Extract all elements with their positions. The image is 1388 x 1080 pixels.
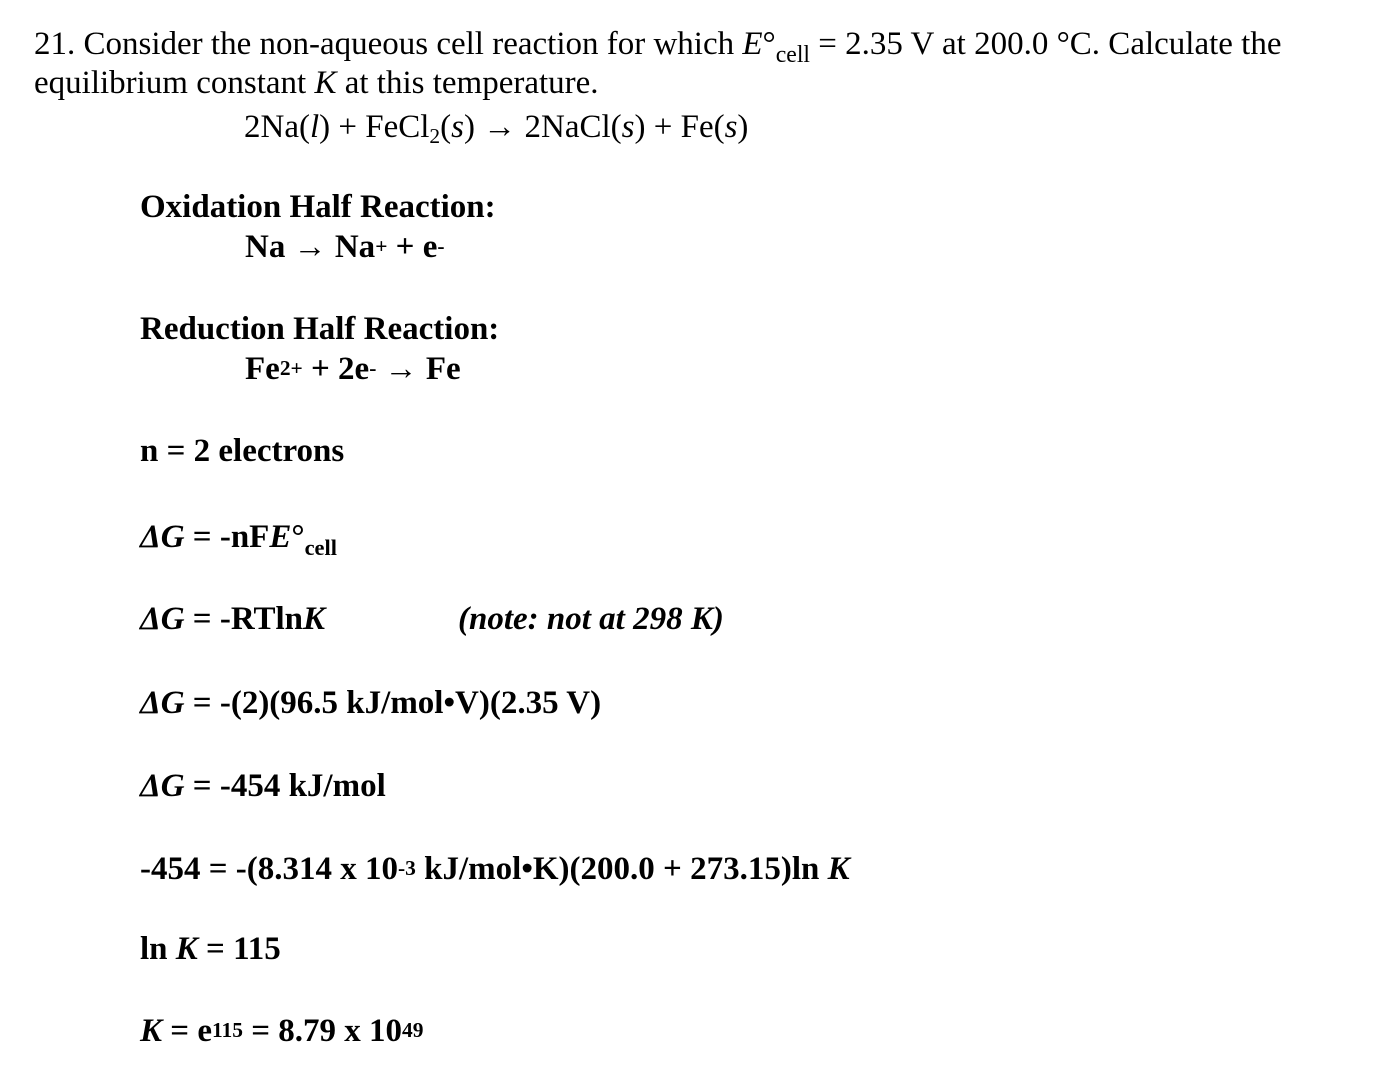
oxidation-heading: Oxidation Half Reaction: (140, 189, 496, 225)
oxidation-equation (245, 231, 445, 264)
k-result (140, 1015, 423, 1048)
cell-subscript: cell (775, 41, 811, 68)
eq-part: = 115 (197, 931, 281, 967)
eq-part: kJ/mol•K)(200.0 + 273.15)ln (415, 851, 828, 887)
reaction-state: s (451, 109, 464, 145)
gibbs-equation-2 (140, 603, 325, 636)
arrow-icon: → (483, 109, 517, 145)
reaction-state: s (724, 109, 738, 145)
eq-part: = 8.79 x 10 (242, 1013, 403, 1049)
delta-g: ΔG (140, 685, 185, 721)
eq-part: Na (326, 229, 376, 265)
delta-g: ΔG (140, 601, 185, 637)
rt-ln-k-equation (140, 853, 850, 886)
degree-symbol: ° (291, 519, 305, 555)
cell-reaction-equation (244, 109, 749, 149)
question-text-part: = 2.35 V at 200.0 °C. Calculate the (810, 26, 1282, 62)
symbol-K: K (314, 65, 337, 101)
symbol-K: K (175, 931, 198, 967)
eq-part: Fe (417, 351, 461, 387)
eq-part: = e (162, 1013, 212, 1049)
question-text-part: equilibrium constant (34, 65, 315, 101)
question-line-1 (34, 26, 1282, 68)
reaction-part: 2NaCl( (516, 109, 622, 145)
question-text-part: at this temperature. (336, 65, 599, 101)
symbol-E: E (742, 26, 763, 62)
subscript: 2 (429, 124, 441, 149)
reaction-part: ) (737, 109, 749, 145)
eq-part: = -nF (184, 519, 270, 555)
reaction-part: ) (463, 109, 484, 145)
reduction-heading: Reduction Half Reaction: (140, 311, 500, 347)
question-text-part: Consider the non-aqueous cell reaction for which (83, 26, 743, 62)
symbol-K: K (303, 601, 326, 637)
symbol-E: E (269, 519, 292, 555)
symbol-K: K (140, 1013, 163, 1049)
superscript: - (369, 355, 377, 380)
arrow-icon: → (384, 351, 418, 387)
question-number: 21. (34, 26, 76, 62)
gibbs-equation-1 (140, 519, 337, 560)
symbol-K: K (827, 851, 850, 887)
eq-part: + 2e (302, 351, 370, 387)
eq-part: ln (140, 931, 176, 967)
gibbs-equation-4 (140, 770, 386, 803)
reaction-part: ( (440, 109, 452, 145)
superscript: - (437, 233, 445, 258)
eq-part: = -454 kJ/mol (184, 768, 386, 804)
superscript: 49 (402, 1017, 424, 1042)
reaction-part: 2Na( (244, 109, 310, 145)
cell-subscript: cell (304, 534, 337, 560)
eq-part (376, 351, 384, 387)
eq-part: = -(2)(96.5 kJ/mol•V)(2.35 V) (184, 685, 602, 721)
gibbs-equation-3 (140, 687, 601, 720)
temperature-note: (note: not at 298 K) (458, 601, 724, 637)
eq-part: = -RTln (184, 601, 304, 637)
reaction-part: ) + FeCl (319, 109, 430, 145)
delta-g: ΔG (140, 519, 185, 555)
superscript: 2+ (279, 355, 303, 380)
eq-part: -454 = -(8.314 x 10 (140, 851, 399, 887)
electrons-count: n = 2 electrons (140, 433, 345, 469)
reduction-equation (245, 353, 461, 386)
eq-part: + e (387, 229, 438, 265)
delta-g: ΔG (140, 768, 185, 804)
superscript: + (375, 233, 388, 258)
eq-part: Na (245, 229, 294, 265)
ln-k-result (140, 933, 281, 966)
arrow-icon: → (293, 229, 327, 265)
superscript: 115 (211, 1017, 243, 1042)
superscript: -3 (398, 855, 416, 880)
eq-part: Fe (245, 351, 280, 387)
degree-symbol: ° (762, 26, 776, 62)
question-line-2 (34, 67, 599, 100)
reaction-state: l (309, 109, 320, 145)
reaction-part: ) + Fe( (634, 109, 725, 145)
reaction-state: s (621, 109, 635, 145)
